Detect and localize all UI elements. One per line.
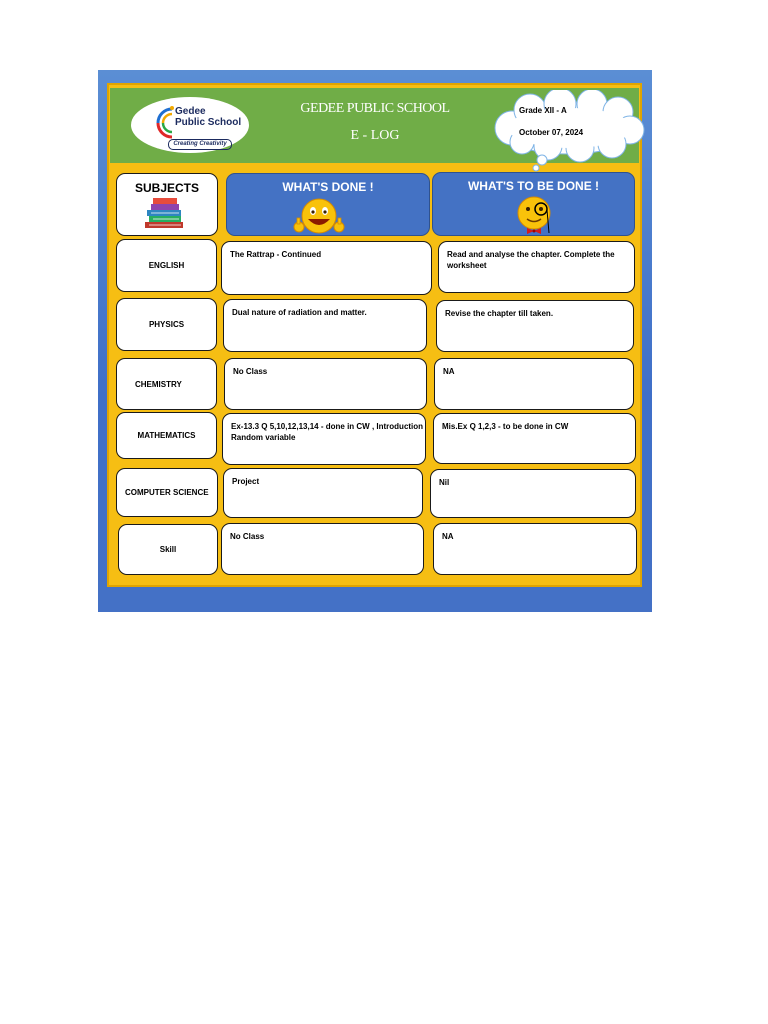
todo-text: Nil [439,478,450,487]
books-icon [141,196,187,230]
todo-cell-physics [436,300,634,352]
done-cell-mathematics [222,413,426,465]
todo-text: Mis.Ex Q 1,2,3 - to be done in CW [442,422,569,431]
todo-cell-mathematics [433,413,636,464]
subject-physics [116,298,217,351]
todo-text: NA [443,367,455,376]
todo-text: Revise the chapter till taken. [445,309,554,318]
school-logo-text [175,106,241,128]
subject-label: Skill [159,545,177,554]
monocle-smiley-icon [513,193,557,237]
todo-text: Read and analyse the chapter. Complete the worksheet [447,250,615,270]
done-text: Ex-13.3 Q 5,10,12,13,14 - done in CW , Introduction Random variable [231,422,424,442]
thumbs-up-smiley-icon [293,196,345,236]
done-cell-physics [223,299,427,352]
todo-cell-skill [433,523,637,575]
done-text: The Rattrap - Continued [230,250,322,259]
todo-cell-english [438,241,635,293]
date-label: October 07, 2024 [519,128,584,137]
whats-done-title: WHAT'S DONE ! [282,180,374,194]
subject-english [116,239,217,292]
whats-to-be-done-header [432,172,635,236]
subjects-title: SUBJECTS [134,181,199,195]
grade-label: Grade XII - A [519,106,567,115]
logo-tagline: Creating Creativity [168,139,232,150]
whats-to-be-done-title: WHAT'S TO BE DONE ! [467,179,600,193]
logo-line-1: Gedee [175,106,206,117]
log-title: E - LOG [350,128,400,143]
done-cell-computer-science [223,468,423,518]
done-cell-english [221,241,432,295]
whats-done-header [226,173,430,236]
school-logo-icon [152,105,176,141]
done-text: No Class [233,367,268,376]
subject-computer-science [116,468,218,517]
subject-label: CHEMISTRY [135,379,182,389]
subject-label: ENGLISH [148,261,185,270]
school-name: GEDEE PUBLIC SCHOOL [300,101,450,116]
done-cell-chemistry [224,358,427,410]
logo-line-2: Public School [175,117,242,128]
subject-skill [118,524,218,575]
todo-text: NA [442,532,454,541]
done-text: Project [232,477,260,486]
done-text: No Class [230,532,265,541]
todo-cell-chemistry [434,358,634,410]
subject-label: COMPUTER SCIENCE [125,488,209,497]
todo-cell-computer-science [430,469,636,518]
subject-chemistry [116,358,217,410]
done-text: Dual nature of radiation and matter. [232,308,367,317]
done-cell-skill [221,523,424,575]
subjects-header [116,173,218,236]
subject-label: MATHEMATICS [137,431,196,440]
subject-label: PHYSICS [148,320,185,329]
subject-mathematics [116,412,217,459]
